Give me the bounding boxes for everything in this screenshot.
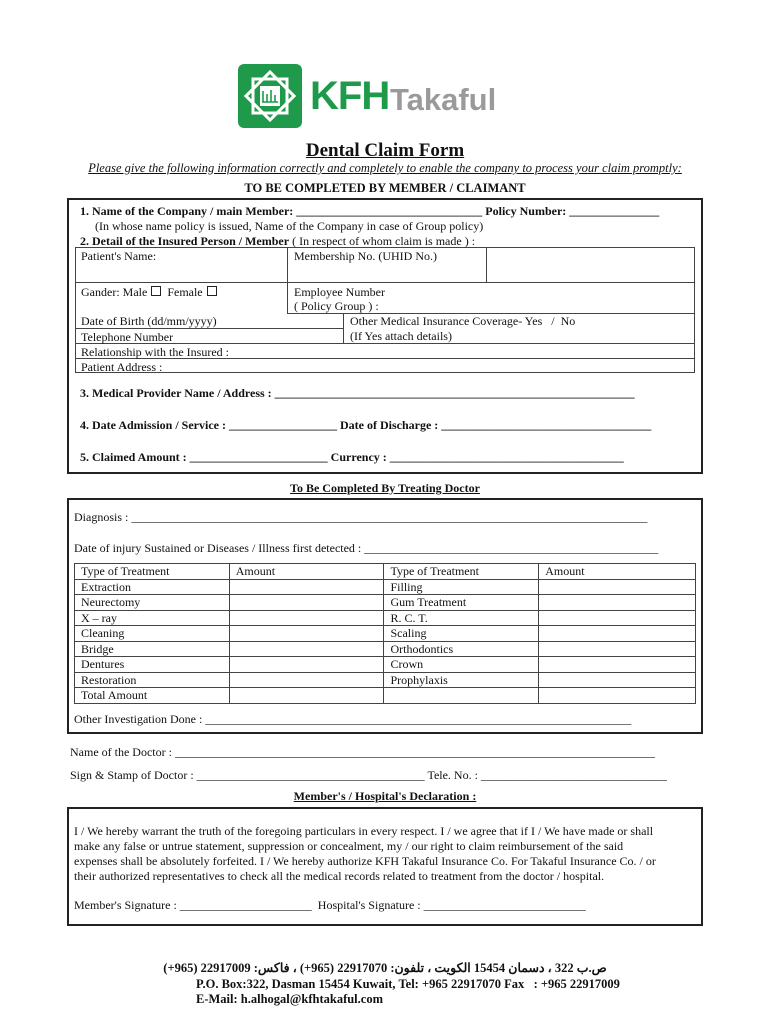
amount-left-cell[interactable]: [229, 610, 384, 626]
declaration-line-1: I / We hereby warrant the truth of the foregoing particulars in every respect. I / we agree that if I / We have made or shall: [74, 824, 654, 838]
table-row: [75, 657, 696, 673]
membership-no-field[interactable]: Membership No. (UHID No.): [294, 249, 437, 263]
treatment-type-left: X – ray: [75, 610, 230, 626]
patient-address-field[interactable]: Patient Address :: [81, 360, 163, 374]
medical-provider-line[interactable]: 3. Medical Provider Name / Address : ____________________________________________________________: [80, 386, 635, 400]
table-row: [75, 595, 696, 611]
treatment-type-left: Bridge: [75, 641, 230, 657]
patient-name-field[interactable]: Patient's Name:: [81, 249, 157, 263]
amount-right-cell[interactable]: [539, 672, 696, 688]
declaration-line-2: make any false or untrue statement, suppression or concealment, my / our right to claim reimbursement of the said: [74, 839, 624, 853]
treatment-type-right: Orthodontics: [384, 641, 539, 657]
header-amount-left: Amount: [229, 564, 384, 580]
company-member-note: (In whose name policy is issued, Name of the Company in case of Group policy): [95, 219, 484, 233]
amount-right-cell[interactable]: [539, 626, 696, 642]
treatment-type-left: Total Amount: [75, 688, 230, 704]
treatment-type-right: Crown: [384, 657, 539, 673]
insured-person-label: 2. Detail of the Insured Person / Member: [80, 234, 290, 248]
amount-right-cell[interactable]: [539, 688, 696, 704]
other-investigation-line[interactable]: Other Investigation Done : _______________________________________________________________________: [74, 712, 632, 726]
footer-address: P.O. Box:322, Dasman 15454 Kuwait, Tel: +965 22917070 Fax : +965 22917009: [196, 977, 620, 991]
diagnosis-line[interactable]: Diagnosis : ______________________________________________________________________________________: [74, 510, 648, 524]
telephone-field[interactable]: Telephone Number: [81, 330, 174, 344]
member-section-heading: TO BE COMPLETED BY MEMBER / CLAIMANT: [244, 181, 526, 195]
treatment-type-left: Dentures: [75, 657, 230, 673]
gender-label: Gander: Male: [81, 285, 148, 299]
amount-right-cell[interactable]: [539, 641, 696, 657]
form-subtitle: Please give the following information correctly and completely to enable the company to process your claim promptly:: [88, 161, 682, 175]
signatures-line[interactable]: Member's Signature : ______________________ Hospital's Signature : ___________________________: [74, 898, 586, 912]
company-logo: [238, 64, 497, 128]
treatment-type-right: Filling: [384, 579, 539, 595]
female-checkbox[interactable]: [207, 286, 217, 296]
other-insurance-note: (If Yes attach details): [350, 329, 452, 343]
amount-right-cell[interactable]: [539, 610, 696, 626]
table-row: [75, 626, 696, 642]
logo-kfh: KFH: [310, 74, 390, 118]
table-row: [75, 688, 696, 704]
treatment-table: [74, 563, 696, 704]
amount-left-cell[interactable]: [229, 626, 384, 642]
doctor-section-heading: To Be Completed By Treating Doctor: [290, 481, 480, 495]
treatment-type-left: Extraction: [75, 579, 230, 595]
company-member-line[interactable]: 1. Name of the Company / main Member: _______________________________ Policy Number: _______________: [80, 204, 660, 218]
table-row: [75, 579, 696, 595]
amount-left-cell[interactable]: [229, 579, 384, 595]
header-amount-right: Amount: [539, 564, 696, 580]
logo-takaful: Takaful: [390, 82, 497, 117]
admission-discharge-line[interactable]: 4. Date Admission / Service : __________________ Date of Discharge : ___________________________________: [80, 418, 652, 432]
table-row: [75, 610, 696, 626]
amount-left-cell[interactable]: [229, 657, 384, 673]
amount-left-cell[interactable]: [229, 595, 384, 611]
treatment-type-left: Restoration: [75, 672, 230, 688]
employee-number-field[interactable]: Employee Number: [294, 285, 385, 299]
treatment-type-right: Prophylaxis: [384, 672, 539, 688]
header-type-left: Type of Treatment: [75, 564, 230, 580]
table-row: [75, 641, 696, 657]
kfh-emblem-icon: [238, 64, 302, 128]
treatment-type-right: Gum Treatment: [384, 595, 539, 611]
policy-group-label: ( Policy Group ) :: [294, 299, 379, 313]
sign-stamp-line[interactable]: Sign & Stamp of Doctor : ______________________________________ Tele. No. : _______________________________: [70, 768, 667, 782]
doctor-name-line[interactable]: Name of the Doctor : ________________________________________________________________________________: [70, 745, 655, 759]
female-label: Female: [167, 285, 203, 299]
header-type-right: Type of Treatment: [384, 564, 539, 580]
gender-field: [81, 285, 217, 300]
amount-right-cell[interactable]: [539, 579, 696, 595]
amount-left-cell[interactable]: [229, 688, 384, 704]
male-checkbox[interactable]: [151, 286, 161, 296]
treatment-type-right: [384, 688, 539, 704]
amount-right-cell[interactable]: [539, 657, 696, 673]
relationship-field[interactable]: Relationship with the Insured :: [81, 345, 229, 359]
amount-left-cell[interactable]: [229, 641, 384, 657]
date-of-injury-line[interactable]: Date of injury Sustained or Diseases / Illness first detected : _________________________________________________: [74, 541, 659, 555]
treatment-type-left: Cleaning: [75, 626, 230, 642]
other-insurance-field[interactable]: Other Medical Insurance Coverage- Yes / No: [350, 314, 576, 328]
amount-right-cell[interactable]: [539, 595, 696, 611]
treatment-type-left: Neurectomy: [75, 595, 230, 611]
treatment-type-right: Scaling: [384, 626, 539, 642]
insured-person-note: ( In respect of whom claim is made ) :: [289, 234, 476, 248]
amount-left-cell[interactable]: [229, 672, 384, 688]
declaration-heading: Member's / Hospital's Declaration :: [293, 789, 477, 803]
footer-arabic: ص.ب 322 ، دسمان 15454 الكويت ، تلفون: 22917070 (965+) ، فاكس: 22917009 (965+): [163, 961, 607, 975]
table-row: [75, 672, 696, 688]
dob-field[interactable]: Date of Birth (dd/mm/yyyy): [81, 314, 217, 328]
form-title: Dental Claim Form: [305, 140, 465, 161]
declaration-line-4: their authorized representatives to check all the medical records related to treatment from the doctor / hospital.: [74, 869, 605, 883]
footer-email: E-Mail: h.alhogal@kfhtakaful.com: [196, 992, 383, 1006]
treatment-type-right: R. C. T.: [384, 610, 539, 626]
table-header-row: [75, 564, 696, 580]
declaration-line-3: expenses shall be absolutely forfeited. I / We hereby authorize KFH Takaful Insurance Co. For Takaful Insurance Co. / or: [74, 854, 656, 868]
claimed-amount-line[interactable]: 5. Claimed Amount : _______________________ Currency : _______________________________________: [80, 450, 624, 464]
